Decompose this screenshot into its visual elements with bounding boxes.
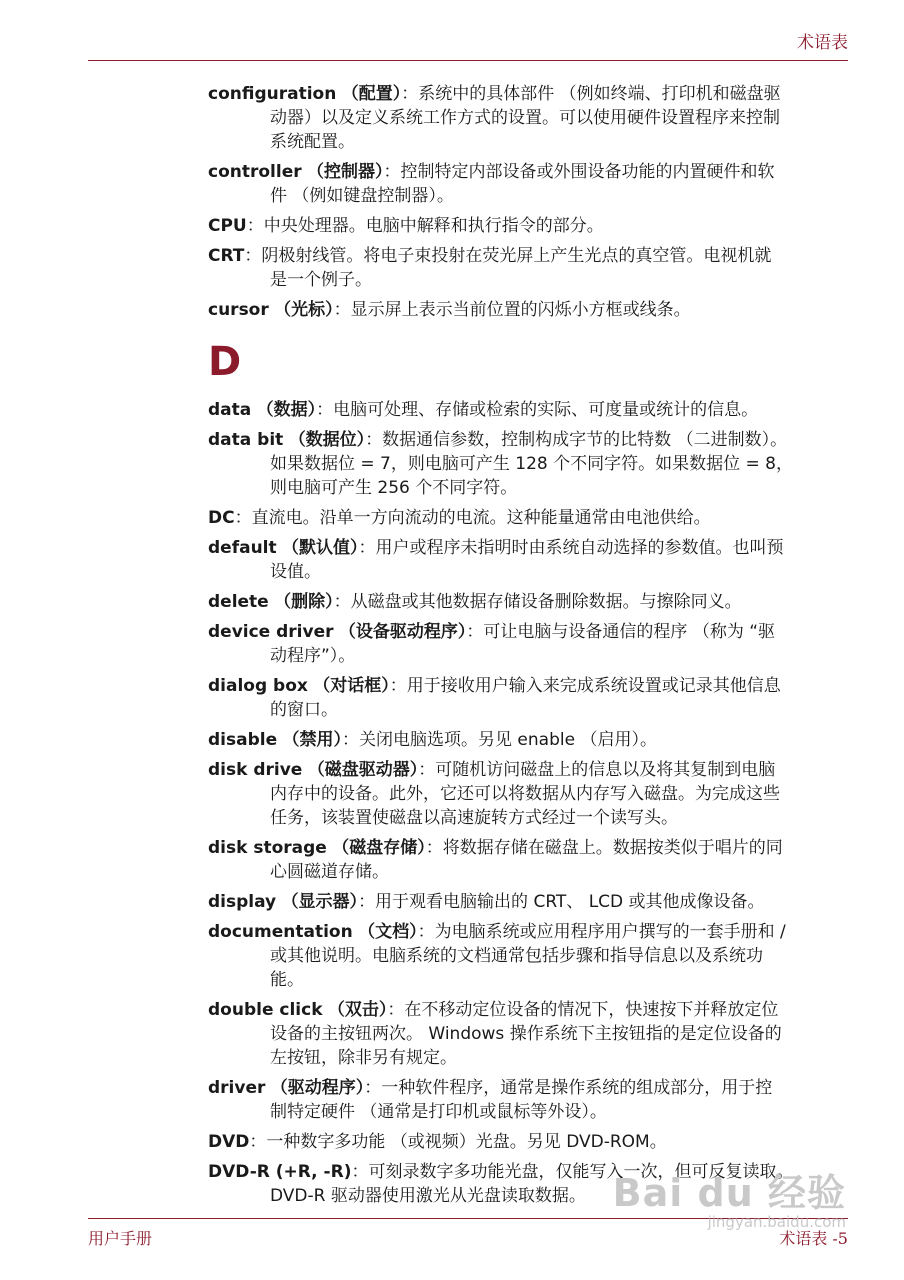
- glossary-entry: [208, 1130, 848, 1154]
- glossary-entry: [208, 728, 848, 752]
- entry-term-chinese: （文档）: [358, 922, 418, 942]
- glossary-entry: [208, 506, 848, 530]
- entry-definition: ：关闭电脑选项。另见 enable （启用）。: [342, 730, 657, 750]
- entry-term-chinese: （删除）: [274, 592, 334, 612]
- footer-manual-title: 用户手册: [88, 1229, 153, 1248]
- entry-definition-continued: 设值。: [270, 562, 321, 582]
- entry-definition-continued: 件 （例如键盘控制器）。: [270, 186, 454, 206]
- entry-term-chinese: （数据）: [256, 400, 317, 420]
- entry-term: DVD-R (+R, -R): [208, 1162, 352, 1182]
- glossary-entry: [208, 160, 848, 208]
- entry-definition-continued: 动器）以及定义系统工作方式的设置。可以使用硬件设置程序来控制: [270, 108, 780, 128]
- glossary-entry: [208, 890, 848, 914]
- entry-term: default: [208, 538, 277, 558]
- entry-definition-continued: 如果数据位 = 7，则电脑可产生 128 个不同字符。如果数据位 = 8，: [270, 454, 793, 474]
- entry-definition-continued: 的窗口。: [270, 700, 338, 720]
- glossary-entry: [208, 244, 848, 292]
- entry-term: configuration: [208, 84, 337, 104]
- entry-term-chinese: （磁盘存储）: [332, 838, 426, 858]
- glossary-entry: [208, 674, 848, 722]
- entry-term-chinese: （显示器）: [281, 892, 359, 912]
- entry-term: disk drive: [208, 760, 303, 780]
- footer-page-number: 术语表 -5: [779, 1229, 848, 1248]
- entry-term: data bit: [208, 430, 284, 450]
- glossary-entry: [208, 920, 848, 992]
- entry-definition-continued: DVD-R 驱动器使用激光从光盘读取数据。: [270, 1186, 586, 1206]
- entry-definition: ：直流电。沿单一方向流动的电流。这种能量通常由电池供给。: [234, 508, 711, 528]
- glossary-entry: [208, 82, 848, 154]
- entry-term: CRT: [208, 246, 245, 266]
- glossary-entry: [208, 398, 848, 422]
- watermark-logo: Bai du 经验: [612, 1171, 846, 1215]
- entry-term-chinese: （双击）: [327, 1000, 388, 1020]
- entry-term: disable: [208, 730, 278, 750]
- entry-definition: ：一种数字多功能 （或视频）光盘。另见 DVD-ROM。: [249, 1132, 667, 1152]
- entry-definition-continued: 则电脑可产生 256 个不同字符。: [270, 478, 518, 498]
- entry-term: data: [208, 400, 252, 420]
- entry-term-chinese: （默认值）: [282, 538, 359, 558]
- entry-term: driver: [208, 1078, 266, 1098]
- glossary-entry: [208, 836, 848, 884]
- entry-term-chinese: （对话框）: [313, 676, 390, 696]
- entry-term: CPU: [208, 216, 247, 236]
- entry-definition: ：控制特定内部设备或外围设备功能的内置硬件和软: [383, 162, 775, 182]
- entry-definition: ：一种软件程序，通常是操作系统的组成部分，用于控: [364, 1078, 773, 1098]
- glossary-entry: [208, 536, 848, 584]
- entry-definition-continued: 是一个例子。: [270, 270, 372, 290]
- entry-definition: ：中央处理器。电脑中解释和执行指令的部分。: [246, 216, 604, 236]
- entry-term-chinese: （磁盘驱动器）: [307, 760, 419, 780]
- entry-term: dialog box: [208, 676, 308, 696]
- entry-definition-continued: 左按钮，除非另有规定。: [270, 1048, 457, 1068]
- glossary-entry: [208, 590, 848, 614]
- entry-definition-continued: 心圆磁道存储。: [270, 862, 389, 882]
- header-rule: [88, 60, 848, 61]
- entry-definition: ：可刻录数字多功能光盘，仅能写入一次，但可反复读取。: [351, 1162, 794, 1182]
- glossary-entry: [208, 620, 848, 668]
- entry-term: display: [208, 892, 277, 912]
- entry-definition-continued: 内存中的设备。此外，它还可以将数据从内存写入磁盘。为完成这些: [270, 784, 780, 804]
- entry-term: delete: [208, 592, 269, 612]
- entry-definition: ：从磁盘或其他数据存储设备删除数据。与擦除同义。: [333, 592, 742, 612]
- entry-definition-continued: 动程序”）。: [270, 646, 356, 666]
- watermark-url: jingyan.baidu.com: [707, 1213, 846, 1231]
- entry-definition: ：在不移动定位设备的情况下，快速按下并释放定位: [387, 1000, 779, 1020]
- entry-term: cursor: [208, 300, 269, 320]
- entry-definition: ：显示屏上表示当前位置的闪烁小方框或线条。: [333, 300, 691, 320]
- entry-definition: ：可随机访问磁盘上的信息以及将其复制到电脑: [418, 760, 776, 780]
- entry-definition: ：用户或程序未指明时由系统自动选择的参数值。也叫预: [358, 538, 784, 558]
- entry-definition-continued: 系统配置。: [270, 132, 355, 152]
- entry-definition: ：电脑可处理、存储或检索的实际、可度量或统计的信息。: [316, 400, 759, 420]
- entry-definition: ：用于接收用户输入来完成系统设置或记录其他信息: [389, 676, 781, 696]
- glossary-entry: [208, 298, 848, 322]
- entry-definition: ：为电脑系统或应用程序用户撰写的一套手册和 /: [417, 922, 786, 942]
- entry-term: double click: [208, 1000, 323, 1020]
- glossary-entry: [208, 214, 848, 238]
- entry-definition: ：用于观看电脑输出的 CRT、 LCD 或其他成像设备。: [358, 892, 765, 912]
- entry-term: controller: [208, 162, 302, 182]
- glossary-entry: [208, 1076, 848, 1124]
- entry-definition: ：数据通信参数，控制构成字节的比特数 （二进制数）。: [365, 430, 788, 450]
- entry-definition-continued: 设备的主按钮两次。 Windows 操作系统下主按钮指的是定位设备的: [270, 1024, 782, 1044]
- entry-definition: ：阴极射线管。将电子束投射在荧光屏上产生光点的真空管。电视机就: [244, 246, 772, 266]
- glossary-content: [208, 82, 848, 1214]
- glossary-entry: [208, 428, 848, 500]
- watermark: [613, 1162, 846, 1231]
- entry-term-chinese: （禁用）: [282, 730, 343, 750]
- entry-term: device driver: [208, 622, 334, 642]
- entry-term: disk storage: [208, 838, 327, 858]
- entry-term: DC: [208, 508, 235, 528]
- entry-definition: ：系统中的具体部件 （例如终端、打印机和磁盘驱: [401, 84, 781, 104]
- section-letter: D: [208, 339, 242, 385]
- entry-definition: ：可让电脑与设备通信的程序 （称为 “驱: [466, 622, 776, 642]
- entry-term-chinese: （设备驱动程序）: [338, 622, 467, 642]
- entry-definition-continued: 能。: [270, 970, 304, 990]
- entry-definition-continued: 制特定硬件 （通常是打印机或鼠标等外设）。: [270, 1102, 607, 1122]
- entry-term-chinese: （光标）: [274, 300, 334, 320]
- glossary-group-c: [208, 82, 848, 322]
- page-header-title: 术语表: [797, 33, 848, 53]
- glossary-entry: [208, 758, 848, 830]
- entry-definition: ：将数据存储在磁盘上。数据按类似于唱片的同: [425, 838, 783, 858]
- entry-term-chinese: （配置）: [341, 84, 402, 104]
- entry-term-chinese: （控制器）: [307, 162, 384, 182]
- entry-term: DVD: [208, 1132, 250, 1152]
- glossary-entry: [208, 998, 848, 1070]
- entry-definition-continued: 或其他说明。电脑系统的文档通常包括步骤和指导信息以及系统功: [270, 946, 763, 966]
- entry-term-chinese: （数据位）: [288, 430, 366, 450]
- glossary-group-d: [208, 398, 848, 1208]
- entry-term: documentation: [208, 922, 353, 942]
- entry-term-chinese: （驱动程序）: [270, 1078, 365, 1098]
- entry-definition-continued: 任务，该装置使磁盘以高速旋转方式经过一个读写头。: [270, 808, 678, 828]
